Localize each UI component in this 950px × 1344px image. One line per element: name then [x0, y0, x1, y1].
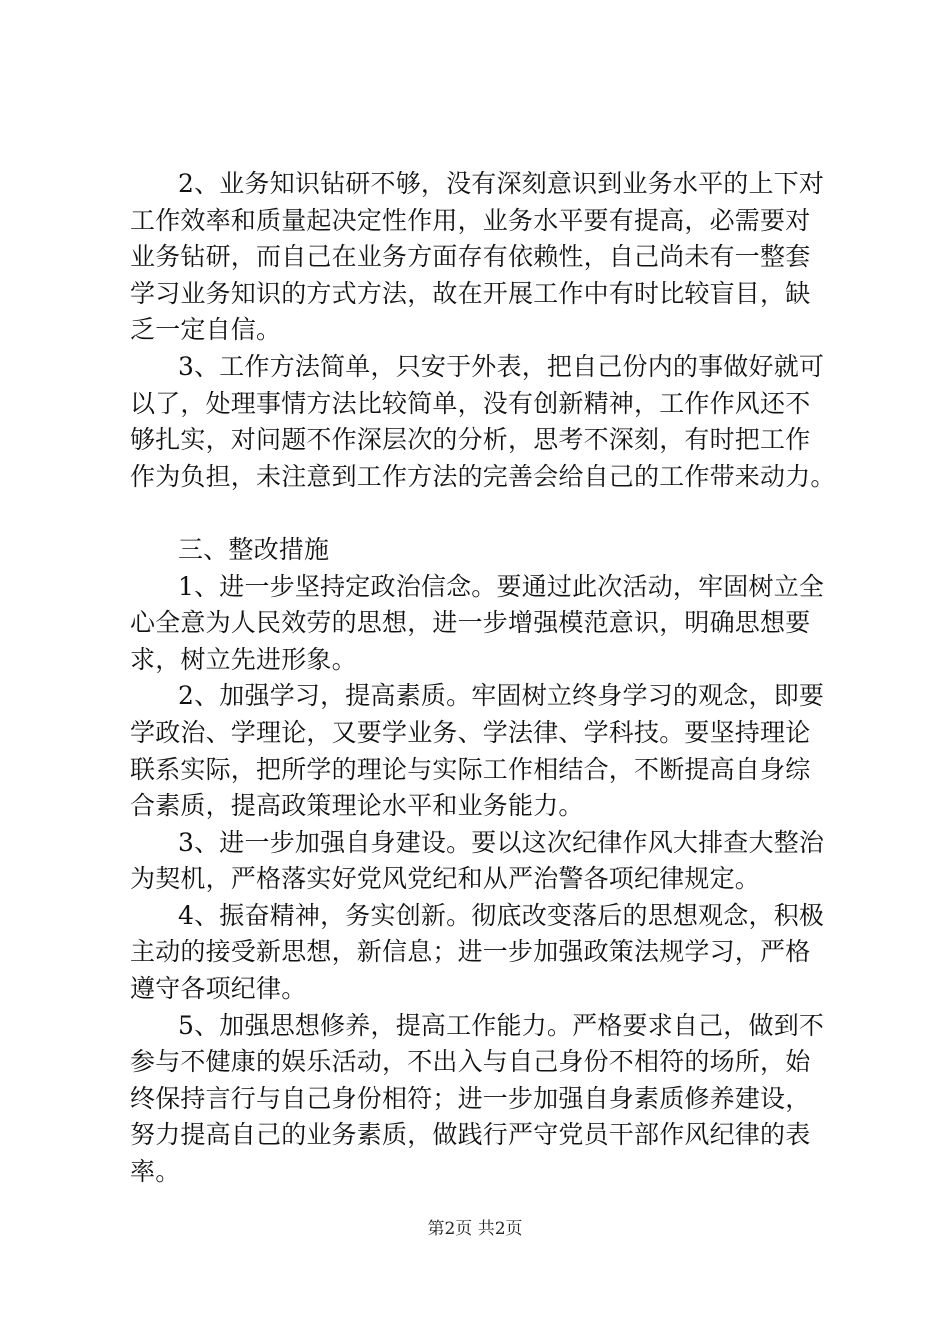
text-line: 2、加强学习，提高素质。牢固树立终身学习的观念，即要 — [178, 681, 825, 711]
measure-innovation — [130, 898, 842, 1008]
text-line: 求，树立先进形象。 — [130, 644, 357, 674]
section-heading: 三、整改措施 — [178, 534, 330, 564]
measure-self-cultivation — [130, 1008, 842, 1191]
text-line: 2、业务知识钻研不够，没有深刻意识到业务水平的上下对 — [178, 169, 825, 198]
measure-political-belief — [130, 569, 842, 679]
measure-study — [130, 678, 842, 824]
text-line: 5、加强思想修养，提高工作能力。严格要求自己，做到不 — [178, 1010, 825, 1040]
text-line: 够扎实，对问题不作深层次的分析，思考不深刻，有时把工作 — [130, 425, 811, 455]
paragraph-business-knowledge — [130, 166, 842, 349]
text-line: 学习业务知识的方式方法，故在开展工作中有时比较盲目，缺 — [130, 278, 811, 308]
text-line: 遵守各项纪律。 — [130, 974, 307, 1004]
text-line: 乏一定自信。 — [130, 315, 282, 345]
text-line: 合素质，提高政策理论水平和业务能力。 — [130, 791, 584, 821]
text-line: 1、进一步坚持定政治信念。要通过此次活动，牢固树立全 — [178, 571, 825, 601]
measure-self-building — [130, 825, 842, 898]
paragraph-work-method — [130, 349, 842, 495]
text-line: 主动的接受新思想，新信息；进一步加强政策法规学习，严格 — [130, 937, 811, 967]
text-line: 3、进一步加强自身建设。要以这次纪律作风大排查大整治 — [178, 827, 825, 857]
text-line: 4、振奋精神，务实创新。彻底改变落后的思想观念，积极 — [178, 900, 825, 930]
text-line: 业务钻研，而自己在业务方面存有依赖性，自己尚未有一整套 — [130, 242, 811, 272]
text-line: 以了，处理事情方法比较简单，没有创新精神，工作作风还不 — [130, 388, 811, 418]
text-line: 率。 — [130, 1157, 181, 1187]
text-line: 努力提高自己的业务素质，做践行严守党员干部作风纪律的表 — [130, 1120, 811, 1150]
document-body — [130, 166, 842, 1191]
text-line: 联系实际，把所学的理论与实际工作相结合，不断提高自身综 — [130, 754, 811, 784]
text-line: 为契机，严格落实好党风党纪和从严治警各项纪律规定。 — [130, 864, 761, 894]
text-line: 参与不健康的娱乐活动，不出入与自己身份不相符的场所，始 — [130, 1047, 811, 1077]
text-line: 工作效率和质量起决定性作用，业务水平要有提高，必需要对 — [130, 205, 811, 235]
text-line: 学政治、学理论，又要学业务、学法律、学科技。要坚持理论 — [130, 717, 811, 747]
text-line: 作为负担，未注意到工作方法的完善会给自己的工作带来动力。 — [130, 461, 836, 491]
text-line: 终保持言行与自己身份相符；进一步加强自身素质修养建设， — [130, 1083, 811, 1113]
text-line: 3、工作方法简单，只安于外表，把自己份内的事做好就可 — [178, 351, 825, 381]
text-line: 心全意为人民效劳的思想，进一步增强模范意识，明确思想要 — [130, 608, 811, 638]
page-number-footer: 第2页 共2页 — [427, 1219, 523, 1239]
blank-line — [130, 495, 842, 532]
